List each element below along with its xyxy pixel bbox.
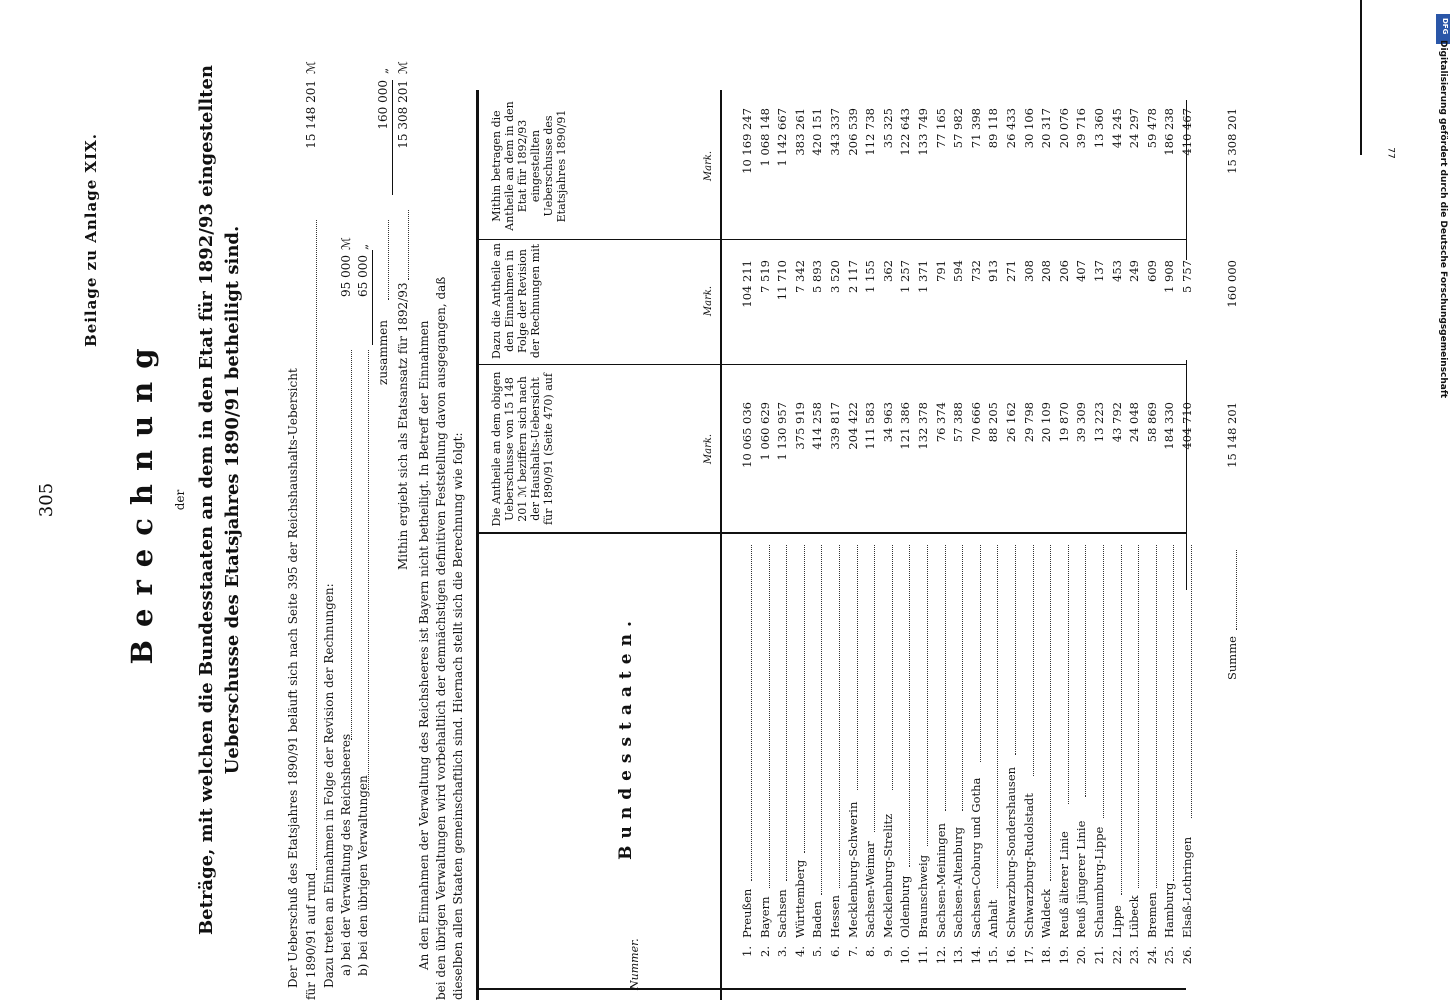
row-share: 29 798 (1021, 402, 1036, 443)
row-share: 57 388 (951, 402, 966, 443)
result-line: Mithin ergiebt sich als Etatsansatz für 1892/93 (396, 282, 410, 570)
row-number: 3. (775, 946, 790, 957)
zusammen-label: zusammen (376, 320, 390, 385)
row-number: 6. (828, 946, 842, 957)
note-line-1: An den Einnahmen der Verwaltung des Reichsheeres ist Bayern nicht betheiligt. In Betreff der Einnahmen (417, 320, 431, 970)
row-state-name: Hessen (828, 895, 842, 938)
leader-dots (1103, 545, 1104, 818)
row-share: 13 223 (1092, 402, 1106, 443)
row-share: 414 258 (810, 402, 825, 450)
row-number: 7. (845, 946, 860, 957)
row-total: 133 749 (916, 108, 930, 156)
row-state-name: Oldenburg (898, 875, 913, 938)
column-divider (476, 532, 1186, 534)
row-state-name: Bremen (1144, 892, 1159, 938)
row-added: 732 (968, 260, 983, 282)
intro-item-a: a) bei der Verwaltung des Reichsheeres (339, 733, 353, 976)
row-total: 186 238 (1162, 108, 1177, 156)
row-total: 71 398 (968, 108, 983, 149)
row-number: 15. (986, 946, 1001, 965)
note-line-2: bei den übrigen Verwaltungen wird vorbehaltlich der demnächstigen definitiven Feststellung davon ausgegangen, daß (434, 276, 448, 1000)
table-top-rule (476, 90, 479, 1000)
page-number: 305 (36, 482, 57, 518)
row-number: 8. (863, 946, 878, 957)
leader-dots (1173, 545, 1174, 881)
intro-line-2: für 1890/91 auf rund (304, 872, 318, 1000)
row-state-name: Sachsen (775, 889, 790, 938)
leader-dots (821, 545, 822, 895)
row-total: 10 169 247 (740, 108, 754, 174)
funding-note-text: Digitalisierung gefördert durch die Deutsche Forschungsgemeinschaft (1438, 40, 1448, 399)
row-number: 24. (1144, 946, 1159, 965)
row-number: 4. (792, 946, 807, 957)
row-total: 1 142 667 (775, 108, 790, 167)
row-number: 25. (1162, 946, 1177, 965)
row-added: 1 908 (1162, 260, 1177, 293)
sum-label: Summe (1225, 636, 1239, 680)
row-share: 404 710 (1180, 402, 1194, 450)
intro-line-2-value: 15 148 201 (304, 80, 318, 149)
row-share: 34 963 (880, 402, 895, 443)
leader-dots (874, 545, 875, 832)
row-state-name: Mecklenburg-Schwerin (845, 801, 860, 938)
unit-label-share: Mark. (703, 433, 714, 465)
row-share: 70 666 (968, 402, 983, 443)
row-share: 24 048 (1127, 402, 1142, 443)
leader-dots (786, 545, 787, 881)
row-added: 249 (1127, 260, 1142, 282)
row-total: 30 106 (1021, 108, 1036, 149)
row-total: 206 539 (845, 108, 860, 156)
row-share: 58 869 (1144, 402, 1159, 443)
row-total: 343 337 (828, 108, 842, 156)
row-total: 1 068 148 (757, 108, 772, 167)
unit-mark: „ (356, 243, 370, 250)
row-number: 5. (810, 946, 825, 957)
row-added: 362 (880, 260, 895, 282)
row-share: 39 309 (1074, 402, 1089, 443)
scan-page-number: 77 (1385, 147, 1396, 159)
row-state-name: Reuß jüngerer Linie (1074, 820, 1089, 938)
row-total: 383 261 (792, 108, 807, 156)
row-added: 7 519 (757, 260, 772, 293)
leader-dots (769, 545, 770, 888)
row-number: 17. (1021, 946, 1036, 965)
leader-dots (408, 210, 409, 280)
leader-dots (751, 545, 752, 881)
row-number: 16. (1004, 946, 1018, 965)
leader-dots (980, 545, 981, 762)
row-number: 20. (1074, 946, 1089, 965)
row-total: 57 982 (951, 108, 966, 149)
row-added: 11 710 (775, 260, 790, 301)
row-share: 88 205 (986, 402, 1001, 443)
intro-item-a-value: 95 000 (339, 255, 353, 297)
intro-item-b-value: 65 000 (356, 255, 370, 297)
row-total: 89 118 (986, 108, 1001, 149)
leader-dots (892, 545, 893, 790)
row-added: 5 893 (810, 260, 825, 293)
row-number: 1. (740, 946, 754, 957)
row-total: 13 360 (1092, 108, 1106, 149)
column-header-share: Die Antheile an dem obigen Ueberschusse von 15 148 201 ℳ beziffern sich nach der Haushalts-Uebersicht für 1890/91 (Seite 470) auf (490, 371, 555, 527)
row-state-name: Preußen (740, 888, 754, 938)
row-total: 35 325 (880, 108, 895, 149)
unit-label-added: Mark. (703, 285, 714, 317)
row-state-name: Lübeck (1127, 895, 1142, 938)
row-added: 453 (1109, 260, 1124, 282)
row-total: 420 151 (810, 108, 825, 156)
table-header-rule (720, 90, 722, 1000)
row-added: 137 (1092, 260, 1106, 282)
row-total: 26 433 (1004, 108, 1018, 149)
leader-dots (962, 545, 963, 811)
row-state-name: Sachsen-Weimar (863, 841, 878, 938)
unit-mark: ℳ (396, 61, 410, 74)
row-added: 7 342 (792, 260, 807, 293)
row-total: 20 317 (1039, 108, 1054, 149)
row-number: 23. (1127, 946, 1142, 965)
row-total: 24 297 (1127, 108, 1142, 149)
sum-rule (392, 80, 393, 195)
row-number: 13. (951, 946, 966, 965)
row-added: 5 757 (1180, 260, 1194, 293)
leader-dots (1121, 545, 1122, 895)
unit-mark: ℳ (339, 237, 353, 250)
unit-label-total: Mark. (703, 150, 714, 182)
row-number: 14. (968, 946, 983, 965)
row-number: 26. (1180, 946, 1194, 965)
row-share: 20 109 (1039, 402, 1054, 443)
row-added: 271 (1004, 260, 1018, 282)
row-added: 1 155 (863, 260, 878, 293)
row-state-name: Lippe (1109, 905, 1124, 938)
row-state-name: Elsaß-Lothringen (1180, 836, 1194, 938)
row-total: 39 716 (1074, 108, 1089, 149)
funding-note (1436, 40, 1450, 1000)
subtitle-line-1: Beträge, mit welchen die Bundesstaaten an dem in den Etat für 1892/93 eingestellten (196, 64, 217, 936)
row-added: 208 (1039, 260, 1054, 282)
intro-item-b: b) bei den übrigen Verwaltungen (356, 775, 370, 976)
row-state-name: Waldeck (1039, 889, 1054, 938)
row-added: 609 (1144, 260, 1159, 282)
leader-dots (1033, 545, 1034, 776)
row-total: 59 478 (1144, 108, 1159, 149)
leader-dots (1085, 545, 1086, 797)
row-share: 26 162 (1004, 402, 1018, 443)
row-state-name: Anhalt (986, 899, 1001, 938)
leader-dots (1138, 545, 1139, 888)
sum-total: 15 308 201 (1225, 108, 1239, 174)
appendix-heading: Beilage zu Anlage XIX. (82, 133, 100, 347)
row-number: 2. (757, 946, 772, 957)
row-share: 132 378 (916, 402, 930, 450)
column-header-states: Bundesstaaten. (616, 614, 636, 860)
intro-line-1: Der Ueberschuß des Etatsjahres 1890/91 beläuft sich nach Seite 395 der Reichshaushalts-Uebersicht (286, 368, 300, 988)
row-number: 12. (933, 946, 948, 965)
column-header-added: Dazu die Antheile an den Einnahmen in Folge der Revision der Rechnungen mit (490, 242, 542, 360)
column-divider (476, 239, 1186, 240)
note-line-3: dieselben allen Staaten gemeinschaftlich sind. Hiernach stellt sich die Berechnung wie folgt: (451, 432, 465, 1000)
row-number: 11. (916, 946, 930, 965)
row-total: 77 165 (933, 108, 948, 149)
leader-dots (927, 545, 928, 846)
row-share: 111 583 (863, 402, 878, 450)
row-share: 184 330 (1162, 402, 1177, 450)
row-number: 10. (898, 946, 913, 965)
row-added: 791 (933, 260, 948, 282)
row-added: 594 (951, 260, 966, 282)
sum-added: 160 000 (1225, 260, 1239, 308)
leader-dots (839, 545, 840, 888)
row-state-name: Württemberg (792, 859, 807, 938)
row-number: 21. (1092, 946, 1106, 965)
row-share: 19 870 (1056, 402, 1071, 443)
row-total: 20 076 (1056, 108, 1071, 149)
column-header-number: Nummer. (628, 938, 641, 990)
row-share: 76 374 (933, 402, 948, 443)
row-added: 913 (986, 260, 1001, 282)
row-added: 1 257 (898, 260, 913, 293)
row-state-name: Sachsen-Altenburg (951, 826, 966, 938)
row-added: 308 (1021, 260, 1036, 282)
leader-dots (909, 545, 910, 867)
row-share: 1 060 629 (757, 402, 772, 461)
leader-dots (857, 545, 858, 790)
row-share: 121 386 (898, 402, 913, 450)
leader-dots (997, 545, 998, 888)
row-state-name: Sachsen-Meiningen (933, 823, 948, 938)
row-share: 204 422 (845, 402, 860, 450)
row-total: 112 738 (863, 108, 878, 156)
sum-rule (372, 250, 373, 345)
column-header-total: Mithin betragen die Antheile an dem in den Etat für 1892/93 eingestellten Ueberschusse des Etatsjahres 1890/91 (490, 101, 568, 231)
sum-share: 15 148 201 (1225, 402, 1239, 468)
leader-dots (1050, 545, 1051, 881)
dfg-badge-label: DFG (1441, 18, 1449, 35)
intro-line-3: Dazu treten an Einnahmen in Folge der Revision der Rechnungen: (322, 583, 336, 988)
leader-dots (1191, 545, 1192, 818)
row-number: 18. (1039, 946, 1054, 965)
result-value: 15 308 201 (396, 80, 410, 149)
row-added: 104 211 (740, 260, 754, 308)
leader-dots (1236, 550, 1237, 630)
unit-mark: ℳ (304, 61, 318, 74)
leader-dots (316, 220, 317, 870)
row-added: 206 (1056, 260, 1071, 282)
document-title: Berechnung (125, 335, 159, 665)
title-connector: der (173, 489, 187, 511)
row-share: 1 130 957 (775, 402, 790, 461)
row-state-name: Sachsen-Coburg und Gotha (968, 777, 983, 938)
row-share: 339 817 (828, 402, 842, 450)
row-total: 44 245 (1109, 108, 1124, 149)
row-share: 10 065 036 (740, 402, 754, 468)
subtitle-line-2: Ueberschusse des Etatsjahres 1890/91 betheiligt sind. (222, 225, 243, 775)
row-share: 43 792 (1109, 402, 1124, 443)
row-total: 410 467 (1180, 108, 1194, 156)
row-state-name: Hamburg (1162, 882, 1177, 938)
leader-dots (368, 350, 369, 790)
row-state-name: Reuß älterer Linie (1056, 831, 1071, 938)
leader-dots (1156, 545, 1157, 888)
leader-dots (1015, 545, 1016, 755)
column-divider (476, 364, 1186, 365)
unit-mark: „ (376, 67, 390, 74)
leader-dots (351, 350, 352, 740)
row-share: 375 919 (792, 402, 807, 450)
row-number: 9. (880, 946, 895, 957)
leader-dots (388, 220, 389, 300)
zusammen-value: 160 000 (376, 80, 390, 130)
row-added: 2 117 (845, 260, 860, 293)
leader-dots (1068, 545, 1069, 804)
row-state-name: Schaumburg-Lippe (1092, 826, 1106, 938)
row-added: 3 520 (828, 260, 842, 293)
row-state-name: Schwarzburg-Rudolstadt (1021, 793, 1036, 938)
row-total: 122 643 (898, 108, 913, 156)
row-state-name: Baden (810, 901, 825, 938)
leader-dots (804, 545, 805, 853)
leader-dots (945, 545, 946, 811)
row-state-name: Mecklenburg-Strelitz (880, 813, 895, 938)
row-state-name: Bayern (757, 896, 772, 938)
row-state-name: Braunschweig (916, 854, 930, 938)
row-number: 22. (1109, 946, 1124, 965)
row-state-name: Schwarzburg-Sondershausen (1004, 766, 1018, 938)
row-added: 407 (1074, 260, 1089, 282)
closing-rule (1360, 0, 1362, 155)
row-number: 19. (1056, 946, 1071, 965)
row-added: 1 371 (916, 260, 930, 293)
